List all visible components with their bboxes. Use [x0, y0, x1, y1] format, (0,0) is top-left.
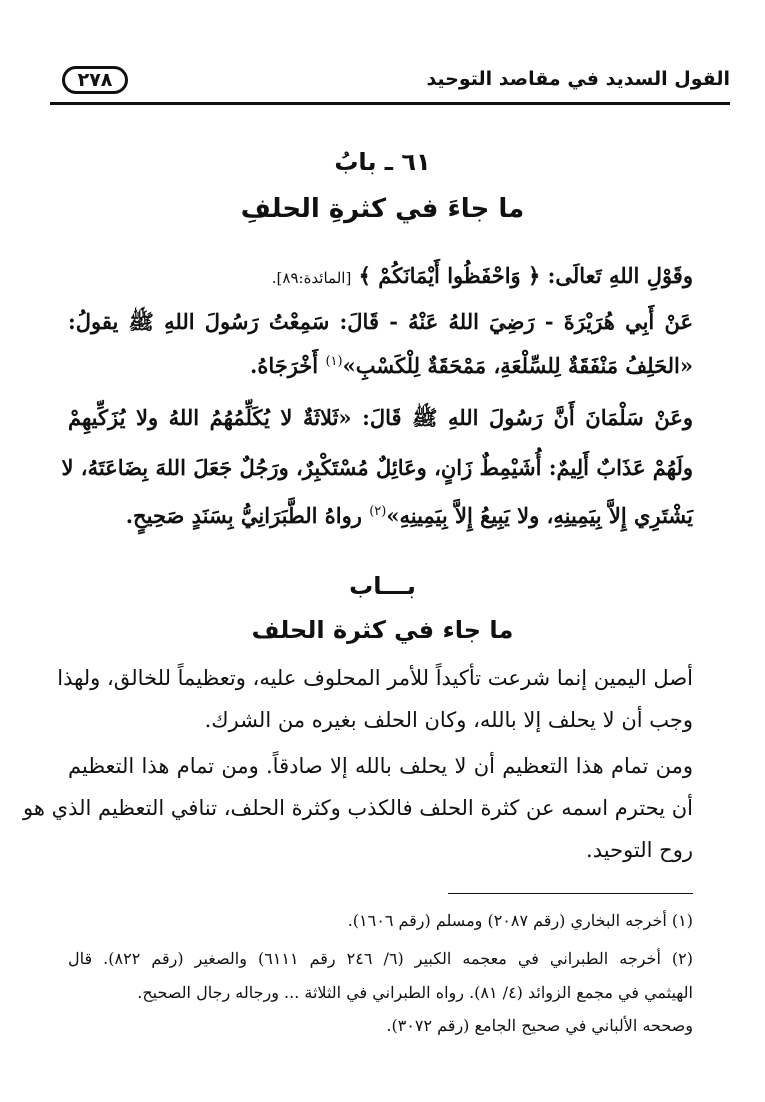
commentary-label: بـــاب: [349, 572, 416, 600]
chapter-number: ٦١ ـ بابُ: [334, 148, 431, 176]
running-header: [50, 62, 730, 108]
footnote-2-line-2: الهيثمي في مجمع الزوائد (٤/ ٨١). رواه الطبراني في الثلاثة ... ورجاله رجال الصحيح.: [137, 983, 693, 1002]
book-title: القول السديد في مقاصد التوحيد: [426, 68, 730, 90]
hadith-1-quote: «الحَلِفُ مَنْفَقَةٌ لِلسِّلْعَةِ، مَمْحَقَةٌ لِلْكَسْبِ»: [342, 353, 693, 378]
hadith-2-line-2: ولَهُمْ عَذَابٌ أَلِيمٌ: أُشَيْمِطٌ زَانٍ، وعَائِلٌ مُسْتَكْبِرٌ، ورَجُلٌ جَعَلَ اللهَ بِضَاعَتَهُ، لا: [61, 455, 693, 480]
header-rule: [50, 102, 730, 105]
hadith-2-tail: رواهُ الطَّبَرَانِيُّ بِسَنَدٍ صَحِيحٍ.: [125, 503, 362, 528]
footnote-marker-2: (٢): [369, 504, 387, 519]
commentary-title: ما جاء في كثرة الحلف: [251, 616, 514, 644]
footnote-2-line-3: وصححه الألباني في صحيح الجامع (رقم ٣٠٧٢).: [386, 1016, 693, 1035]
hadith-2-line-1: وعَنْ سَلْمَانَ أَنَّ رَسُولَ اللهِ ﷺ قَالَ: «ثَلاثَةٌ لا يُكَلِّمُهُمُ اللهُ ولا يُزَكِّيهِمْ: [68, 405, 693, 430]
footnote-marker-1: (١): [325, 354, 343, 369]
footnote-separator: [448, 893, 693, 894]
hadith-1-line-2: [68, 346, 693, 386]
footnote-1: (١) أخرجه البخاري (رقم ٢٠٨٧) ومسلم (رقم ١٦٠٦).: [347, 911, 693, 930]
commentary-p2-line-3: روح التوحيد.: [586, 838, 693, 862]
commentary-p2-line-1: ومن تمام هذا التعظيم أن لا يحلف بالله إلا صادقاً. ومن تمام هذا التعظيم: [68, 754, 693, 778]
hadith-2-line-3: [68, 496, 693, 536]
quran-verse: ﴿ وَاحْفَظُوا أَيْمَانَكُمْ ﴾: [358, 263, 541, 288]
commentary-p2-line-2: أن يحترم اسمه عن كثرة الحلف فالكذب وكثرة الحلف، تنافي التعظيم الذي هو: [23, 796, 693, 820]
verse-intro: وقَوْلِ اللهِ تَعالَى:: [547, 263, 693, 288]
hadith-2-quote: يَشْتَرِي إِلاَّ بِيَمِينِهِ، ولا يَبِيعُ إِلاَّ بِيَمِينِهِ»: [386, 503, 693, 528]
footnote-2-line-1: (٢) أخرجه الطبراني في معجمه الكبير (٦/ ٢٤٦ رقم ٦١١١) والصغير (رقم ٨٢٢). قال: [68, 949, 694, 968]
hadith-1-line-1: عَنْ أَبِي هُرَيْرَةَ - رَضِيَ اللهُ عَنْهُ - قَالَ: سَمِعْتُ رَسُولَ اللهِ ﷺ يقولُ:: [68, 309, 693, 334]
commentary-p1-line-2: وجب أن لا يحلف إلا بالله، وكان الحلف بغيره من الشرك.: [204, 708, 693, 732]
verse-reference: [المائدة:٨٩].: [271, 269, 352, 287]
commentary-p1-line-1: أصل اليمين إنما شرعت تأكيداً للأمر المحلوف عليه، وتعظيماً للخالق، ولهذا: [57, 666, 693, 690]
hadith-1-tail: أَخْرَجَاهُ.: [250, 353, 319, 378]
verse-line: [68, 256, 693, 298]
chapter-title: ما جاءَ في كثرةِ الحلفِ: [240, 194, 525, 224]
page-number-badge: ٢٧٨: [62, 66, 128, 94]
